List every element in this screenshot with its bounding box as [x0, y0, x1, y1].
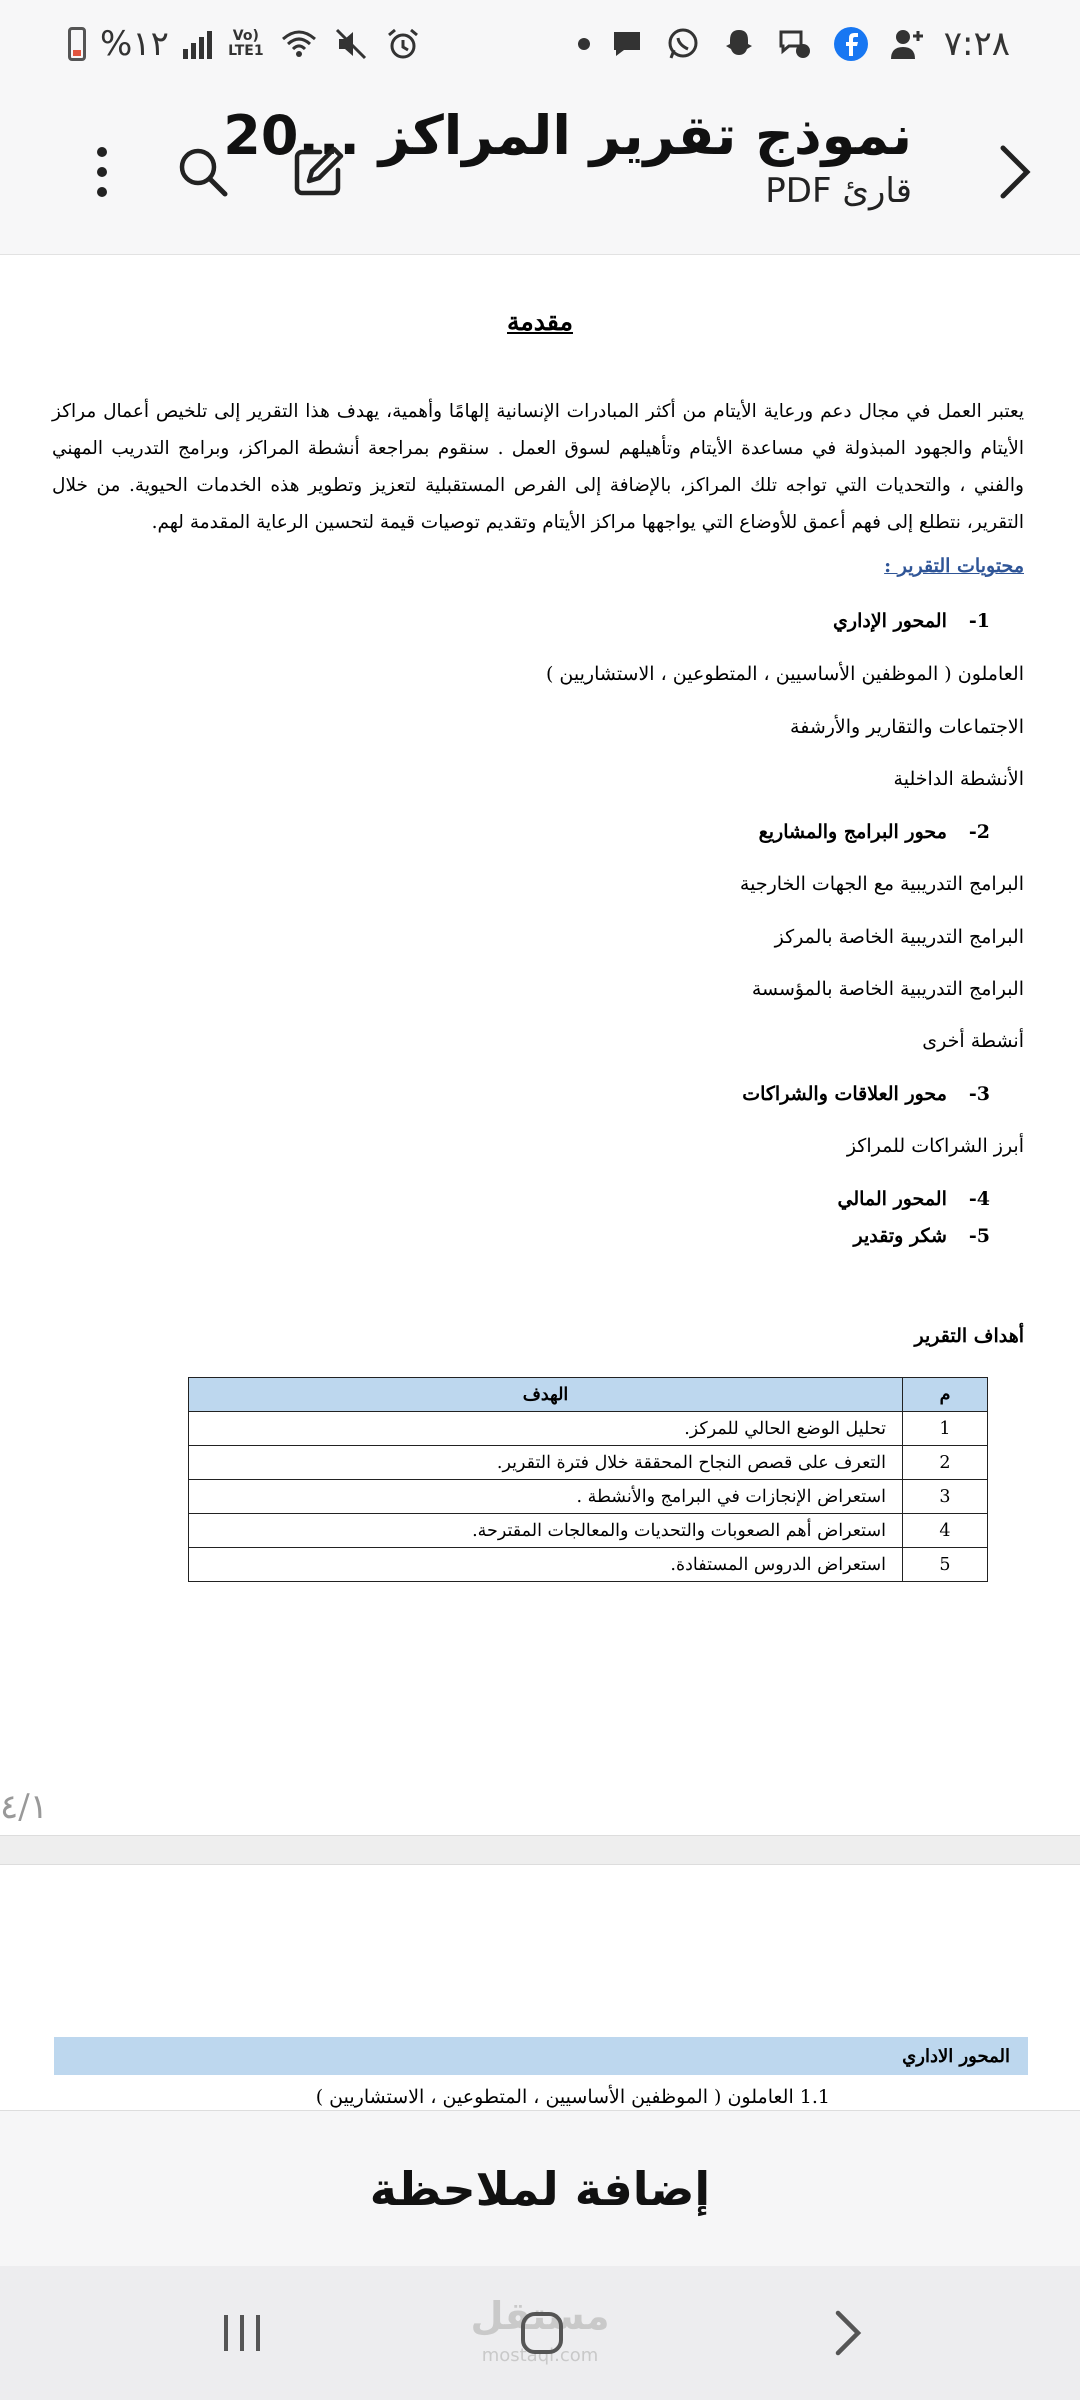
watermark-latin: mostaql.com — [481, 2345, 599, 2366]
search-icon — [175, 144, 231, 200]
table-cell: 5 — [903, 1548, 988, 1582]
notification-dot — [578, 38, 590, 50]
add-note-label: إضافة لملاحظة — [369, 2162, 711, 2216]
status-bar — [0, 0, 1080, 88]
home-button[interactable] — [492, 2290, 592, 2376]
contents-item: الأنشطة الداخلية — [893, 768, 1024, 790]
contents-item: 1-المحور الإداري — [833, 610, 990, 632]
table-cell: استعراض الإنجازات في البرامج والأنشطة . — [189, 1480, 903, 1514]
intro-paragraph: يعتبر العمل في مجال دعم ورعاية الأيتام من أكثر المبادرات الإنسانية إلهامًا وأهمية، يهدف هذا التقرير إلى تلخيص أعمال مراكز الأيتام والجهود المبذولة في مساعدة الأيتام وتأهيلهم لسوق العمل . سنقوم بمراجعة أنشطة المراكز، وبرامج التدريب المهني والفني ، والتحديات التي تواجه تلك المراكز، بالإضافة إلى الفرص المستقبلية لتعزيز وتطوير هذه الخدمات الحيوية. من خلال التقرير، نتطلع إلى فهم أعمق للأوضاع التي يواجهها مراكز الأيتام وتقديم توصيات قيمة لتحسين الرعاية المقدمة لهم. — [52, 401, 1024, 533]
contents-item: البرامج التدريبية الخاصة بالمؤسسة — [751, 978, 1024, 1000]
app-bar — [0, 88, 1080, 255]
status-left — [68, 22, 422, 66]
alarm-icon — [384, 25, 422, 63]
contents-item: 2-محور البرامج والمشاريع — [758, 821, 990, 843]
contents-item: البرامج التدريبية مع الجهات الخارجية — [739, 873, 1024, 895]
chevron-right-icon — [828, 2308, 868, 2358]
table-cell: 4 — [903, 1514, 988, 1548]
home-icon — [517, 2308, 567, 2358]
add-contact-icon — [888, 25, 926, 63]
navigation-bar — [0, 2266, 1080, 2400]
table-row — [189, 1412, 988, 1446]
table-row — [189, 1514, 988, 1548]
search-button[interactable] — [163, 132, 243, 212]
add-note-button[interactable] — [0, 2110, 1080, 2267]
table-cell: 1 — [903, 1412, 988, 1446]
table-cell: تحليل الوضع الحالي للمركز. — [189, 1412, 903, 1446]
pdf-page-1[interactable] — [0, 255, 1080, 1835]
contents-item: أنشطة أخرى — [922, 1030, 1024, 1052]
table-cell: 3 — [903, 1480, 988, 1514]
battery-icon — [68, 27, 86, 61]
chat-icon — [608, 25, 646, 63]
edit-button[interactable] — [278, 132, 358, 212]
pdf-page-2[interactable] — [0, 1864, 1080, 2110]
section-header-label: المحور الاداري — [902, 2045, 1010, 2067]
partial-text-line: 1.1 العاملون ( الموظفين الأساسيين ، المتطوعين ، الاستشاريين ) — [315, 2086, 830, 2108]
document-title: نموذج تقرير المراكز ...20 — [223, 104, 912, 167]
table-cell: 2 — [903, 1446, 988, 1480]
contents-item: أبرز الشراكات للمراكز — [846, 1135, 1024, 1157]
section-header-bar — [54, 2037, 1028, 2075]
contents-item: 5-شكر وتقدير — [853, 1225, 990, 1247]
goals-title: أهداف التقرير — [914, 1325, 1024, 1347]
more-options-button[interactable] — [62, 132, 142, 212]
back-button[interactable] — [980, 132, 1050, 212]
table-header-row — [189, 1378, 988, 1412]
facebook-icon — [832, 25, 870, 63]
signal-icon — [183, 29, 212, 59]
page-indicator: ٤/١ — [0, 1787, 48, 1827]
app-subtitle: قارئ PDF — [765, 171, 912, 211]
wifi-icon — [280, 25, 318, 63]
mute-icon — [332, 25, 370, 63]
column-header: الهدف — [189, 1378, 903, 1412]
contents-title: محتويات التقرير : — [884, 555, 1024, 577]
contents-item: 4-المحور المالي — [837, 1188, 990, 1210]
column-header: م — [903, 1378, 988, 1412]
battery-level: %١٢ — [100, 24, 169, 64]
status-right — [578, 22, 1010, 66]
clock: ٧:٢٨ — [943, 24, 1010, 64]
watermark-arabic: مستقل — [470, 2294, 610, 2338]
goals-table — [188, 1377, 988, 1582]
section-heading: مقدمة — [507, 307, 573, 336]
table-cell: استعراض الدروس المستفادة. — [189, 1548, 903, 1582]
table-row — [189, 1446, 988, 1480]
network-type: Vo) LTE1 — [228, 28, 264, 59]
contents-item: العاملون ( الموظفين الأساسيين ، المتطوعين ، الاستشاريين ) — [545, 663, 1024, 685]
chevron-right-icon — [995, 142, 1035, 202]
messenger-icon — [776, 25, 814, 63]
snapchat-icon — [720, 25, 758, 63]
page-separator — [0, 1835, 1080, 1865]
contents-item: البرامج التدريبية الخاصة بالمركز — [774, 926, 1024, 948]
table-row — [189, 1548, 988, 1582]
table-cell: التعرف على قصص النجاح المحققة خلال فترة التقرير. — [189, 1446, 903, 1480]
edit-icon — [290, 144, 346, 200]
recent-apps-button[interactable] — [192, 2290, 292, 2376]
back-nav-button[interactable] — [798, 2290, 898, 2376]
contents-item: الاجتماعات والتقارير والأرشفة — [790, 716, 1024, 738]
table-row — [189, 1480, 988, 1514]
more-vertical-icon — [92, 144, 112, 200]
whatsapp-icon — [664, 25, 702, 63]
contents-item: 3-محور العلاقات والشراكات — [742, 1083, 990, 1105]
recent-apps-icon — [220, 2311, 264, 2355]
table-cell: استعراض أهم الصعوبات والتحديات والمعالجات المقترحة. — [189, 1514, 903, 1548]
